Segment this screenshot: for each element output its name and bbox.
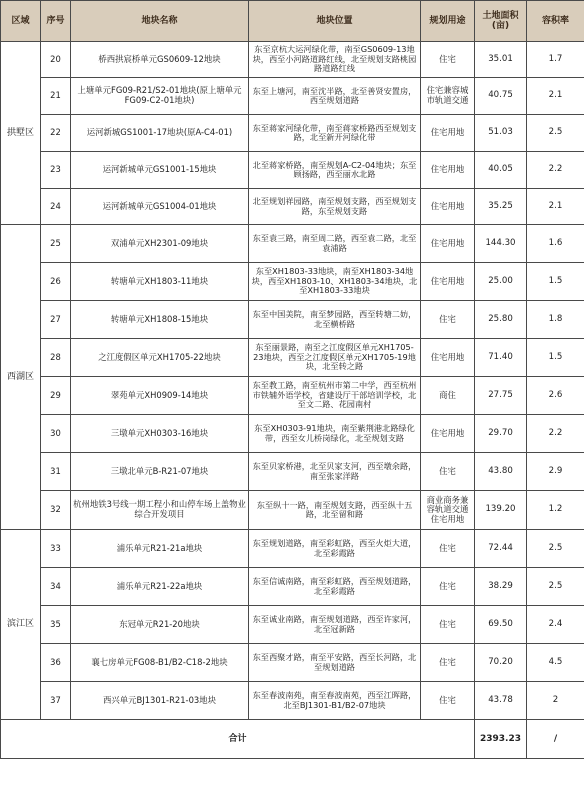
- location-cell: 东至丽景路，南至之江度假区单元XH1705-23地块，西至之江度假区单元XH1705-19地块，北至转之路: [249, 339, 421, 377]
- far-cell: 2.5: [527, 568, 584, 606]
- header-use: 规划用途: [421, 1, 475, 42]
- header-name: 地块名称: [71, 1, 249, 42]
- table-row: [1, 415, 584, 453]
- name-cell: 桥西拱宸桥单元GS0609-12地块: [71, 42, 249, 78]
- seq-cell: 21: [41, 78, 71, 115]
- far-cell: 2.1: [527, 189, 584, 225]
- use-cell: 住宅用地: [421, 189, 475, 225]
- location-cell: 北至蒋家桥路，南至规划A-C2-04地块；东至顾扬路，西至丽水北路: [249, 152, 421, 189]
- area-cell: 27.75: [475, 377, 527, 415]
- seq-cell: 27: [41, 301, 71, 339]
- header-seq: 序号: [41, 1, 71, 42]
- use-cell: 住宅: [421, 644, 475, 682]
- far-cell: 2.5: [527, 530, 584, 568]
- header-location: 地块位置: [249, 1, 421, 42]
- table-row: [1, 263, 584, 301]
- name-cell: 西兴单元BJ1301-R21-03地块: [71, 682, 249, 720]
- seq-cell: 30: [41, 415, 71, 453]
- seq-cell: 22: [41, 115, 71, 152]
- area-cell: 139.20: [475, 491, 527, 530]
- name-cell: 运河新城单元GS1004-01地块: [71, 189, 249, 225]
- far-cell: 1.7: [527, 42, 584, 78]
- name-cell: 三墩单元XH0303-16地块: [71, 415, 249, 453]
- location-cell: 东至纵十一路，南至规划支路，西至纵十五路，北至留和路: [249, 491, 421, 530]
- location-cell: 东至XH0303-91地块，南至紫荆港北路绿化带，西至女儿桥岗绿化，北至规划支路: [249, 415, 421, 453]
- seq-cell: 23: [41, 152, 71, 189]
- seq-cell: 37: [41, 682, 71, 720]
- name-cell: 东冠单元R21-20地块: [71, 606, 249, 644]
- location-cell: 东至中国美院，南至梦园路，西至转塘二妨，北至横桥路: [249, 301, 421, 339]
- location-cell: 东至教工路，南至杭州市第二中学，西至杭州市铁辅外语学校，省建设厅干部培训学校，北至文二路、花园南村: [249, 377, 421, 415]
- area-cell: 38.29: [475, 568, 527, 606]
- area-cell: 25.80: [475, 301, 527, 339]
- area-cell: 43.78: [475, 682, 527, 720]
- table-row: [1, 152, 584, 189]
- far-cell: 4.5: [527, 644, 584, 682]
- area-cell: 51.03: [475, 115, 527, 152]
- area-cell: 144.30: [475, 225, 527, 263]
- header-far: 容积率: [527, 1, 584, 42]
- total-row: [1, 720, 584, 759]
- use-cell: 住宅: [421, 682, 475, 720]
- use-cell: 住宅: [421, 453, 475, 491]
- table-row: [1, 644, 584, 682]
- seq-cell: 33: [41, 530, 71, 568]
- area-cell: 71.40: [475, 339, 527, 377]
- far-cell: 2.4: [527, 606, 584, 644]
- area-cell: 40.05: [475, 152, 527, 189]
- seq-cell: 29: [41, 377, 71, 415]
- total-label: 合计: [1, 720, 475, 759]
- far-cell: 2: [527, 682, 584, 720]
- name-cell: 之江度假区单元XH1705-22地块: [71, 339, 249, 377]
- location-cell: 东至XH1803-33地块，南至XH1803-34地块，西至XH1803-10、XH1803-34地块，北至XH1803-33地块: [249, 263, 421, 301]
- use-cell: 住宅用地: [421, 263, 475, 301]
- table-row: [1, 530, 584, 568]
- header-area: 土地面积(亩): [475, 1, 527, 42]
- use-cell: 住宅兼容城市轨道交通: [421, 78, 475, 115]
- district-cell-gongshu: 拱墅区: [1, 42, 41, 225]
- location-cell: 东至贝家桥港，北至贝家支河，西至墩余路，南至张家洋路: [249, 453, 421, 491]
- use-cell: 住宅用地: [421, 225, 475, 263]
- seq-cell: 28: [41, 339, 71, 377]
- seq-cell: 31: [41, 453, 71, 491]
- table-row: [1, 189, 584, 225]
- location-cell: 东至京杭大运河绿化带，南至GS0609-13地块，西至小河路道路红线，北至规划支路桃园路道路红线: [249, 42, 421, 78]
- use-cell: 住宅: [421, 301, 475, 339]
- far-cell: 1.2: [527, 491, 584, 530]
- seq-cell: 36: [41, 644, 71, 682]
- header-row: [1, 1, 584, 42]
- area-cell: 43.80: [475, 453, 527, 491]
- table-row: [1, 339, 584, 377]
- name-cell: 杭州地铁3号线一期工程小和山停车场上盖物业综合开发项目: [71, 491, 249, 530]
- far-cell: 2.6: [527, 377, 584, 415]
- district-cell-xihu: 西湖区: [1, 225, 41, 530]
- far-cell: 2.2: [527, 415, 584, 453]
- area-cell: 40.75: [475, 78, 527, 115]
- far-cell: 2.5: [527, 115, 584, 152]
- use-cell: 住宅: [421, 530, 475, 568]
- location-cell: 北至规划祥园路，南至规划支路，西至规划支路，东至规划支路: [249, 189, 421, 225]
- far-cell: 1.8: [527, 301, 584, 339]
- far-cell: 2.2: [527, 152, 584, 189]
- total-far: /: [527, 720, 584, 759]
- location-cell: 东至袁三路，南至周二路，西至袁二路，北至袁浦路: [249, 225, 421, 263]
- use-cell: 住宅用地: [421, 339, 475, 377]
- seq-cell: 20: [41, 42, 71, 78]
- use-cell: 住宅用地: [421, 115, 475, 152]
- name-cell: 上塘单元FG09-R21/S2-01地块(原上塘单元FG09-C2-01地块): [71, 78, 249, 115]
- seq-cell: 25: [41, 225, 71, 263]
- name-cell: 浦乐单元R21-22a地块: [71, 568, 249, 606]
- table-row: [1, 78, 584, 115]
- use-cell: 住宅用地: [421, 415, 475, 453]
- area-cell: 69.50: [475, 606, 527, 644]
- location-cell: 东至春波南苑，南至春波南苑，西至江晖路，北至BJ1301-B1/B2-07地块: [249, 682, 421, 720]
- far-cell: 1.5: [527, 339, 584, 377]
- area-cell: 72.44: [475, 530, 527, 568]
- table-row: [1, 301, 584, 339]
- table-row: [1, 682, 584, 720]
- table-row: [1, 225, 584, 263]
- seq-cell: 35: [41, 606, 71, 644]
- area-cell: 25.00: [475, 263, 527, 301]
- seq-cell: 26: [41, 263, 71, 301]
- seq-cell: 32: [41, 491, 71, 530]
- name-cell: 三墩北单元B-R21-07地块: [71, 453, 249, 491]
- name-cell: 转塘单元XH1803-11地块: [71, 263, 249, 301]
- location-cell: 东至信诚南路，南至彩虹路，西至规划道路，北至彩霞路: [249, 568, 421, 606]
- location-cell: 东至诚业南路，南至规划道路，西至许家河，北至冠新路: [249, 606, 421, 644]
- table-row: [1, 377, 584, 415]
- far-cell: 1.5: [527, 263, 584, 301]
- area-cell: 29.70: [475, 415, 527, 453]
- far-cell: 2.1: [527, 78, 584, 115]
- area-cell: 35.01: [475, 42, 527, 78]
- far-cell: 2.9: [527, 453, 584, 491]
- name-cell: 翠苑单元XH0909-14地块: [71, 377, 249, 415]
- name-cell: 襄七房单元FG08-B1/B2-C18-2地块: [71, 644, 249, 682]
- location-cell: 东至西聚才路，南至平安路，西至长河路，北至规划道路: [249, 644, 421, 682]
- use-cell: 住宅: [421, 606, 475, 644]
- table-row: [1, 568, 584, 606]
- table-row: [1, 453, 584, 491]
- name-cell: 双浦单元XH2301-09地块: [71, 225, 249, 263]
- far-cell: 1.6: [527, 225, 584, 263]
- name-cell: 运河新城GS1001-17地块(原A-C4-01): [71, 115, 249, 152]
- total-area: 2393.23: [475, 720, 527, 759]
- use-cell: 商业商务兼容轨道交通住宅用地: [421, 491, 475, 530]
- location-cell: 东至上塘河，南至沈半路，北至善贤安置房，西至规划道路: [249, 78, 421, 115]
- use-cell: 住宅: [421, 568, 475, 606]
- name-cell: 浦乐单元R21-21a地块: [71, 530, 249, 568]
- district-cell-binjiang: 滨江区: [1, 530, 41, 720]
- seq-cell: 34: [41, 568, 71, 606]
- location-cell: 东至蒋家河绿化带，南至蒋家桥路西至规划支路，北至新开河绿化带: [249, 115, 421, 152]
- table-row: [1, 42, 584, 78]
- table-row: [1, 606, 584, 644]
- use-cell: 住宅: [421, 42, 475, 78]
- name-cell: 运河新城单元GS1001-15地块: [71, 152, 249, 189]
- area-cell: 70.20: [475, 644, 527, 682]
- use-cell: 商住: [421, 377, 475, 415]
- name-cell: 转塘单元XH1808-15地块: [71, 301, 249, 339]
- use-cell: 住宅用地: [421, 152, 475, 189]
- table-row: [1, 491, 584, 530]
- table-row: [1, 115, 584, 152]
- location-cell: 东至规划道路，南至彩虹路，西至火炬大道，北至彩霞路: [249, 530, 421, 568]
- header-district: 区域: [1, 1, 41, 42]
- area-cell: 35.25: [475, 189, 527, 225]
- seq-cell: 24: [41, 189, 71, 225]
